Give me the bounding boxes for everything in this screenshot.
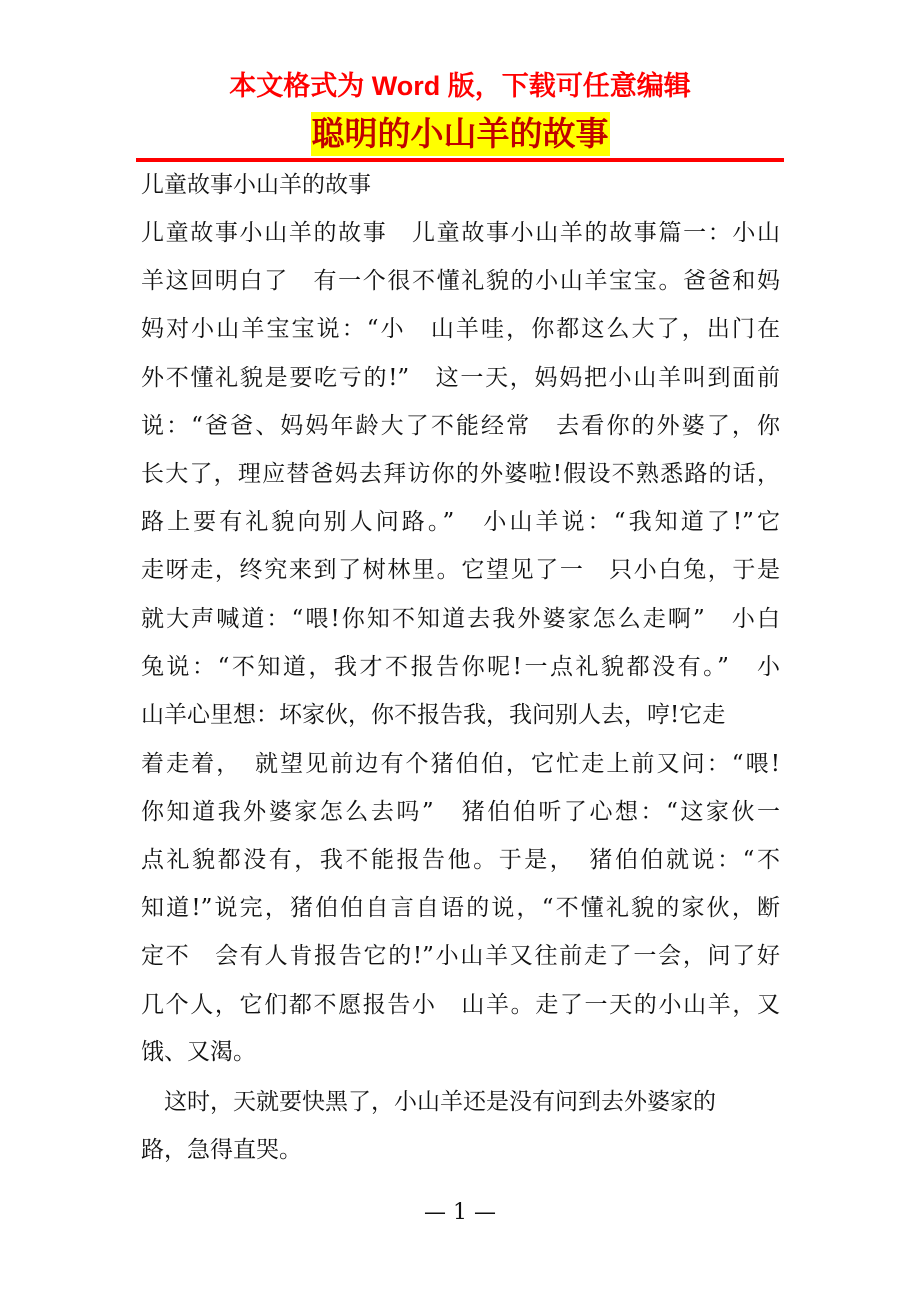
- text-line: 山羊心里想：坏家伙，你不报告我，我问别人去，哼!它走: [141, 702, 726, 728]
- text-line: 着走着， 就望见前边有个猪伯伯，它忙走上前又问：“喂!: [141, 751, 780, 777]
- text-line: 儿童故事小山羊的故事 儿童故事小山羊的故事篇一：小山: [141, 220, 780, 246]
- text-line: 点礼貌都没有，我不能报告他。于是， 猪伯伯就说：“不: [141, 847, 780, 873]
- text-line: 羊这回明白了 有一个很不懂礼貌的小山羊宝宝。爸爸和妈: [141, 268, 780, 294]
- text-line: 妈对小山羊宝宝说：“小 山羊哇，你都这么大了，出门在: [141, 316, 780, 342]
- text-line: 说：“爸爸、妈妈年龄大了不能经常 去看你的外婆了，你: [141, 413, 780, 439]
- text-line: 这时，天就要快黑了，小山羊还是没有问到去外婆家的: [141, 1089, 716, 1115]
- text-line: 路上要有礼貌向别人问路。” 小山羊说：“我知道了!”它: [141, 509, 780, 535]
- text-line: 外不懂礼貌是要吃亏的!” 这一天，妈妈把小山羊叫到面前: [141, 365, 780, 391]
- text-line: 知道!”说完，猪伯伯自言自语的说，“不懂礼貌的家伙，断: [141, 895, 780, 921]
- text-line: 长大了，理应替爸妈去拜访你的外婆啦!假设不熟悉路的话，: [141, 461, 780, 487]
- title-container: [0, 112, 920, 156]
- text-line: 兔说：“不知道，我才不报告你呢!一点礼貌都没有。” 小: [141, 654, 780, 680]
- text-line: 饿、又渴。: [141, 1039, 256, 1065]
- text-line: 你知道我外婆家怎么去吗” 猪伯伯听了心想：“这家伙一: [141, 799, 780, 825]
- text-line: 几个人，它们都不愿报告小 山羊。走了一天的小山羊，又: [141, 992, 780, 1018]
- format-notice: 本文格式为 Word 版，下载可任意编辑: [229, 71, 691, 101]
- title-divider: [136, 158, 784, 162]
- text-line: 路，急得直哭。: [141, 1137, 302, 1163]
- text-line: 就大声喊道：“喂!你知不知道去我外婆家怎么走啊” 小白: [141, 606, 780, 632]
- subheading: 儿童故事小山羊的故事: [141, 172, 371, 198]
- document-title: 聪明的小山羊的故事: [311, 112, 610, 156]
- text-line: 走呀走，终究来到了树林里。它望见了一 只小白兔，于是: [141, 557, 780, 583]
- page-number: — 1 —: [424, 1200, 496, 1225]
- text-line: 定不 会有人肯报告它的!”小山羊又往前走了一会，问了好: [141, 943, 780, 969]
